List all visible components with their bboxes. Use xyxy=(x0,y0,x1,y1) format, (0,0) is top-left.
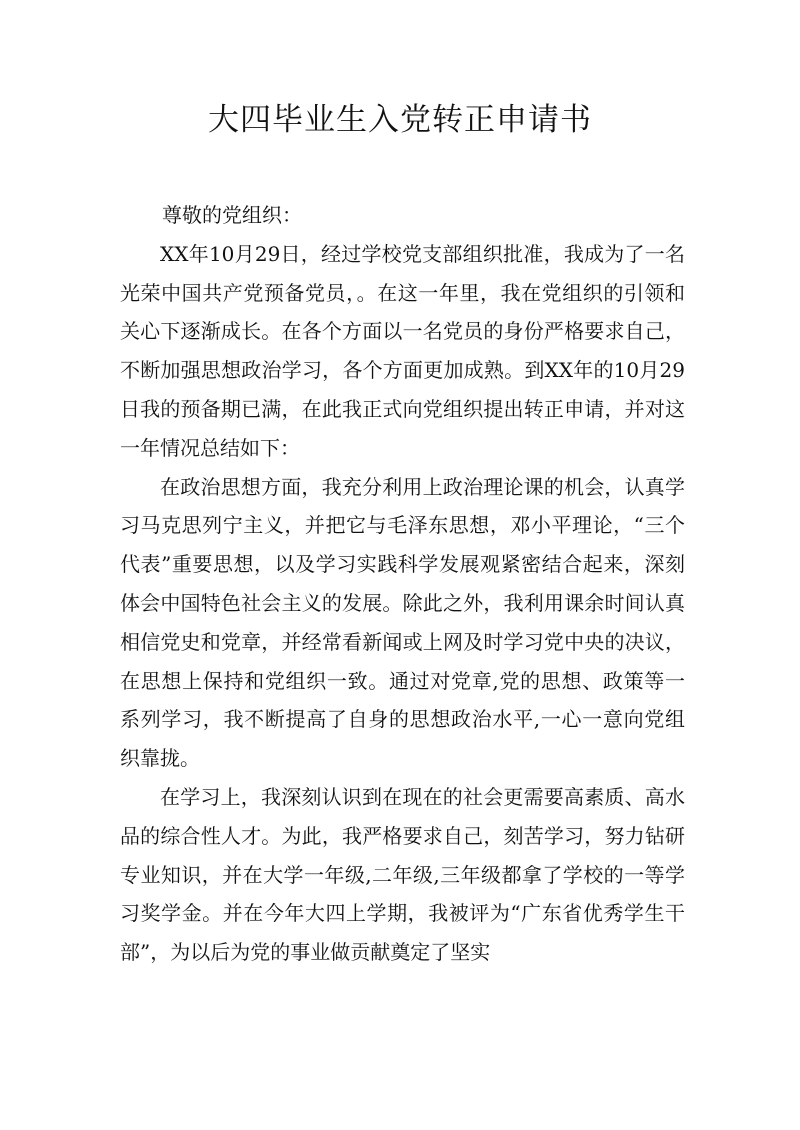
document-title: 大四毕业生入党转正申请书 xyxy=(208,102,592,138)
document-body xyxy=(120,196,685,972)
paragraph-3: 在学习上，我深刻认识到在现在的社会更需要高素质、高水品的综合性人才。为此，我严格要求自己，刻苦学习，努力钻研专业知识，并在大学一年级,二年级,三年级都拿了学校的一等学习奖学金。并在今年大四上学期，我被评为“广东省优秀学生干部”，为以后为党的事业做贡献奠定了坚实 xyxy=(120,784,685,965)
paragraph-2: 在政治思想方面，我充分利用上政治理论课的机会，认真学习马克思列宁主义，并把它与毛泽东思想，邓小平理论，“三个代表”重要思想，以及学习实践科学发展观紧密结合起来，深刻体会中国特色社会主义的发展。除此之外，我利用课余时间认真相信党史和党章，并经常看新闻或上网及时学习党中央的决议，在思想上保持和党组织一致。通过对党章,党的思想、政策等一系列学习，我不断提高了自身的思想政治水平,一心一意向党组织靠拢。 xyxy=(120,474,685,771)
paragraph-1: XX年10月29日，经过学校党支部组织批准，我成为了一名光荣中国共产党预备党员，。在这一年里，我在党组织的引领和关心下逐渐成长。在各个方面以一名党员的身份严格要求自己，不断加强思想政治学习，各个方面更加成熟。到XX年的10月29日我的预备期已满，在此我正式向党组织提出转正申请，并对这一年情况总结如下： xyxy=(120,241,685,460)
salutation: 尊敬的党组织： xyxy=(162,203,302,227)
